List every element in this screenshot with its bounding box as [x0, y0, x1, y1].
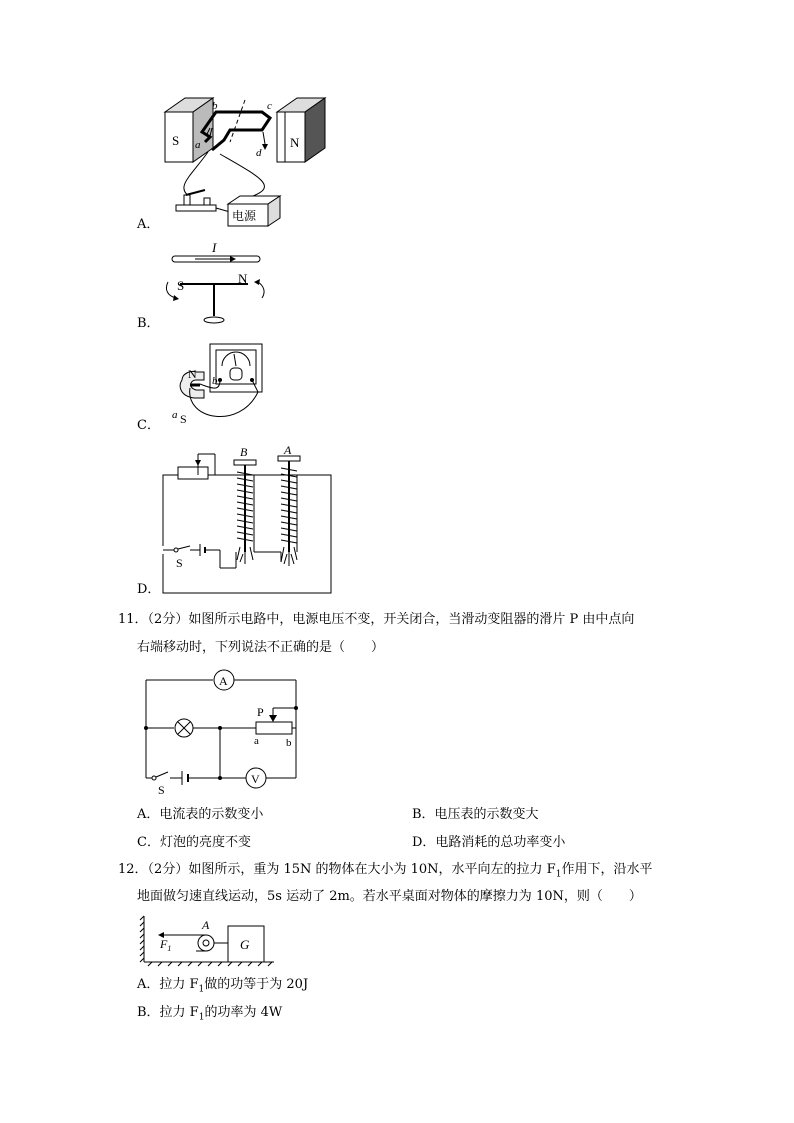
svg-text:I: I: [212, 240, 217, 255]
q11-option-d[interactable]: D．电路消耗的总功率变小: [412, 835, 566, 850]
q11-option-c[interactable]: C．灯泡的亮度不变: [137, 835, 251, 850]
q12-pulley-figure: [138, 912, 278, 968]
voltmeter-label: V: [251, 772, 260, 786]
svg-text:A: A: [202, 918, 210, 932]
option-c-label: C．: [137, 418, 160, 433]
svg-text:c: c: [267, 100, 272, 112]
svg-text:F1: $F_1$: [160, 937, 172, 953]
s-pole-label: S: [172, 133, 180, 148]
figure-b-oersted: [150, 240, 280, 332]
svg-text:a: a: [195, 139, 201, 151]
n-pole-label: N: [290, 135, 300, 150]
q11-circuit-figure: [138, 668, 308, 796]
svg-text:S: S: [176, 556, 183, 570]
option-b-label: B．: [137, 316, 160, 331]
svg-text:b: b: [212, 375, 218, 387]
q12-option-a[interactable]: A．拉力 $F_1$做的功等于为 20J: [137, 977, 309, 995]
figure-d-electromagnets: [160, 442, 335, 597]
svg-text:b: b: [212, 100, 218, 112]
svg-text:N: N: [238, 271, 248, 286]
q11-option-b[interactable]: B．电压表的示数变大: [412, 807, 539, 822]
svg-text:d: d: [256, 147, 262, 159]
power-label: 电源: [232, 209, 257, 223]
q12-option-b[interactable]: B．拉力 $F_1$的功率为 4W: [137, 1005, 283, 1023]
option-d-label: D．: [137, 582, 161, 597]
svg-text:P: P: [257, 705, 264, 719]
svg-text:G: G: [240, 937, 250, 952]
figure-a-generator: [150, 92, 340, 232]
option-a-label: A．: [137, 217, 160, 232]
svg-text:S: S: [177, 278, 185, 293]
figure-c-induction: [160, 340, 270, 430]
svg-text:A: A: [284, 443, 292, 457]
q12-stem-line2: 地面做匀速直线运动，5s 运动了 2m。若水平桌面对物体的摩擦力为 10N，则（ ）: [137, 889, 642, 904]
q11-option-a[interactable]: A．电流表的示数变小: [137, 807, 264, 822]
svg-text:S: S: [180, 412, 187, 426]
svg-text:a: a: [172, 409, 178, 421]
svg-text:b: b: [286, 737, 292, 749]
q11-stem-line2: 右端移动时，下列说法不正确的是（ ）: [137, 640, 385, 655]
ammeter-label: A: [219, 674, 228, 688]
svg-text:S: S: [158, 783, 165, 796]
q12-stem-line1: 12．（2分）如图所示，重为 15N 的物体在大小为 10N，水平向左的拉力 $F_1$作用下，沿水平: [118, 862, 653, 880]
q11-stem-line1: 11．（2分）如图所示电路中，电源电压不变，开关闭合，当滑动变阻器的滑片 P 由中点向: [118, 612, 635, 627]
svg-text:B: B: [240, 445, 248, 459]
svg-text:N: N: [188, 367, 197, 381]
svg-text:a: a: [254, 735, 259, 747]
